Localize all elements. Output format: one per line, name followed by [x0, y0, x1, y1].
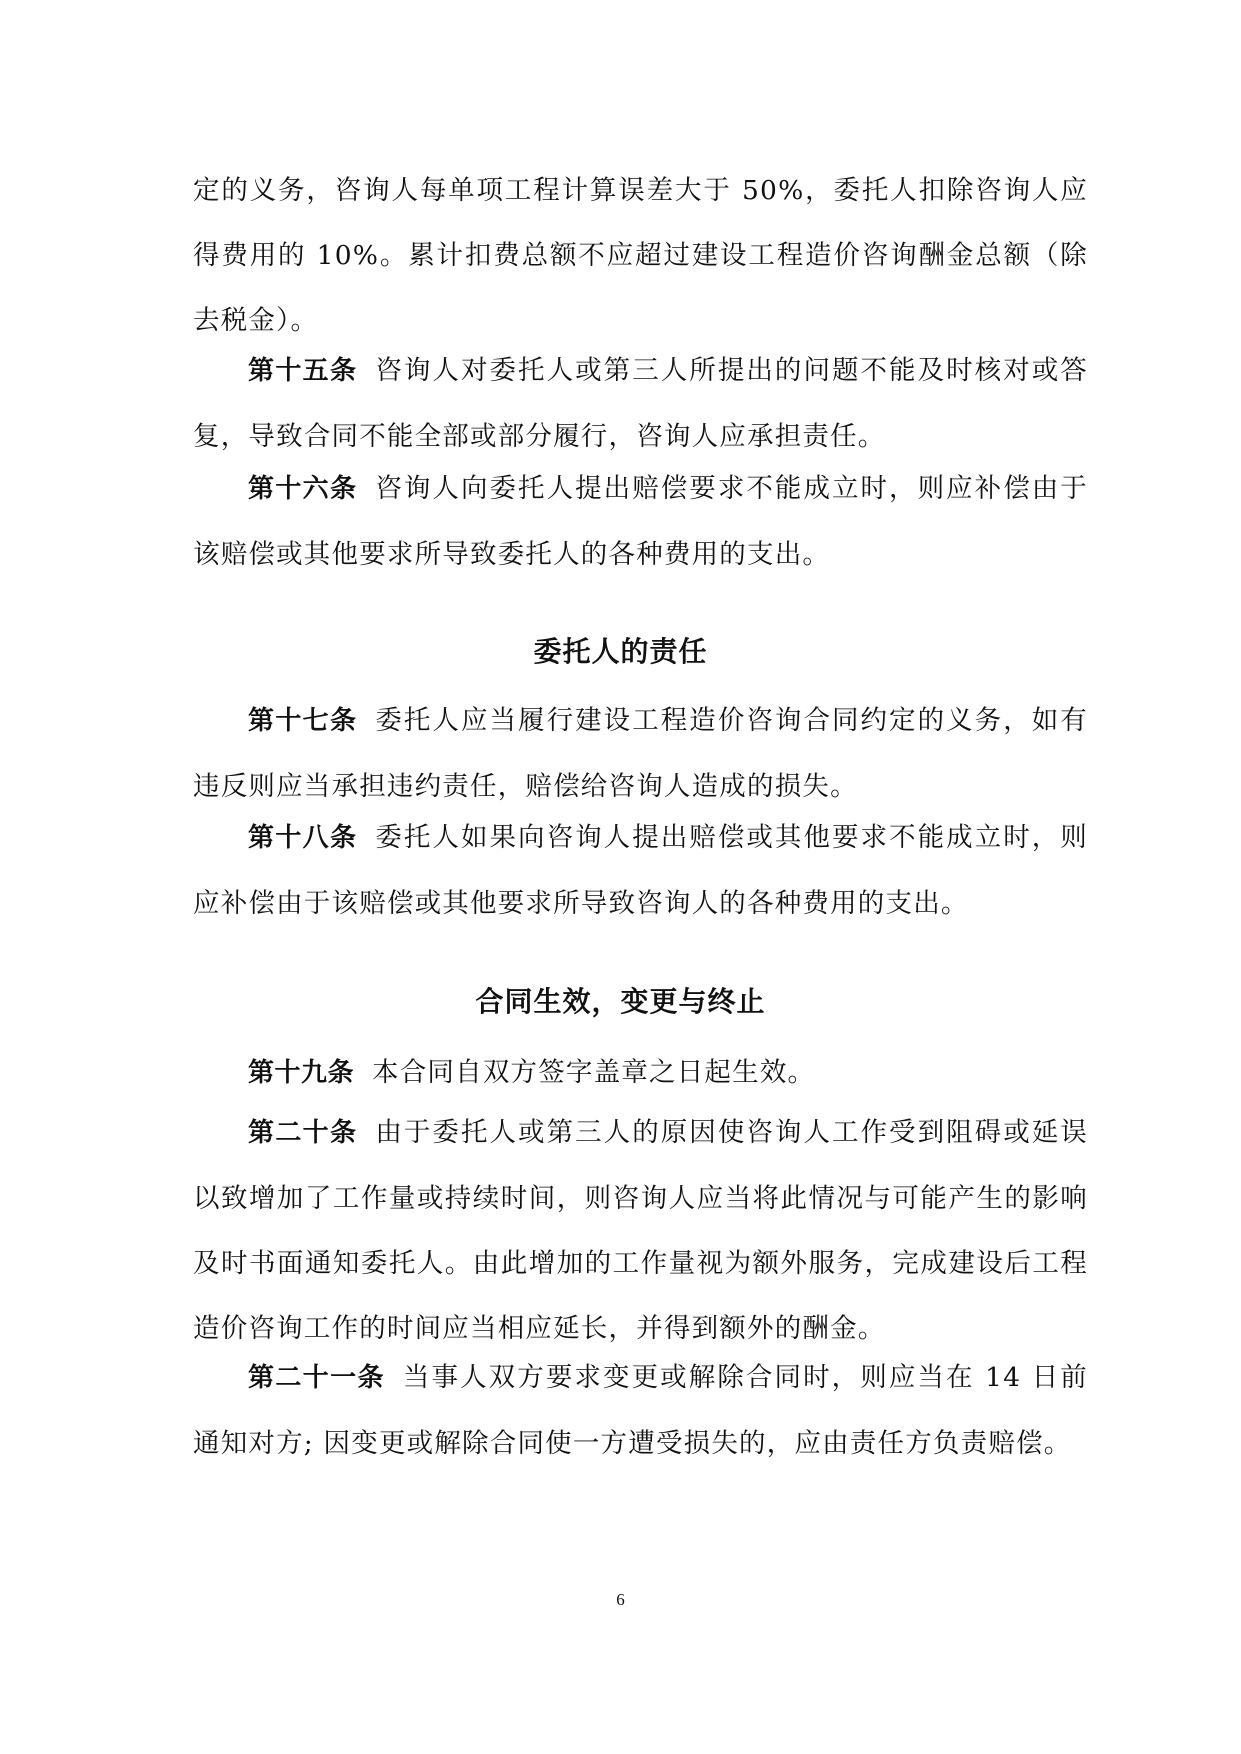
article-15-text: 咨询人对委托人或第三人所提出的问题不能及时核对或答复，导致合同不能全部或部分履行，咨询人应承担责任。 [193, 355, 1088, 452]
article-21-number: 第二十一条 [248, 1363, 385, 1393]
article-17-text: 委托人应当履行建设工程造价咨询合同约定的义务，如有违反则应当承担违约责任，赔偿给咨询人造成的损失。 [193, 705, 1088, 802]
article-18-number: 第十八条 [248, 823, 358, 853]
continuation-paragraph [193, 158, 1088, 353]
article-18 [193, 805, 1088, 936]
article-18-text: 委托人如果向咨询人提出赔偿或其他要求不能成立时，则应补偿由于该赔偿或其他要求所导致咨询人的各种费用的支出。 [193, 822, 1088, 919]
section-heading-client-responsibility: 委托人的责任 [533, 635, 708, 668]
article-16-number: 第十六条 [248, 474, 358, 504]
article-19-number: 第十九条 [248, 1058, 355, 1088]
article-16 [193, 456, 1088, 587]
article-21-text: 当事人双方要求变更或解除合同时，则应当在 14 日前通知对方; 因变更或解除合同使一方遭受损失的，应由责任方负责赔偿。 [193, 1362, 1088, 1459]
article-21 [193, 1345, 1088, 1476]
article-20-text: 由于委托人或第三人的原因使咨询人工作受到阻碍或延误以致增加了工作量或持续时间，则咨询人应当将此情况与可能产生的影响及时书面通知委托人。由此增加的工作量视为额外服务，完成建设后工程造价咨询工作的时间应当相应延长，并得到额外的酬金。 [193, 1117, 1088, 1344]
section-heading-contract-validity: 合同生效，变更与终止 [475, 985, 766, 1018]
article-19-text: 本合同自双方签字盖章之日起生效。 [372, 1057, 816, 1088]
article-19 [193, 1040, 1088, 1106]
article-15-number: 第十五条 [248, 356, 358, 386]
article-17-number: 第十七条 [248, 706, 358, 736]
article-20 [193, 1100, 1088, 1361]
article-16-text: 咨询人向委托人提出赔偿要求不能成立时，则应补偿由于该赔偿或其他要求所导致委托人的各种费用的支出。 [193, 473, 1088, 570]
article-17 [193, 688, 1088, 819]
article-20-number: 第二十条 [248, 1118, 358, 1148]
article-15 [193, 338, 1088, 469]
page-number: 6 [616, 1590, 625, 1609]
continuation-text: 定的义务，咨询人每单项工程计算误差大于 50%，委托人扣除咨询人应得费用的 10%。累计扣费总额不应超过建设工程造价咨询酬金总额（除去税金）。 [193, 175, 1088, 336]
